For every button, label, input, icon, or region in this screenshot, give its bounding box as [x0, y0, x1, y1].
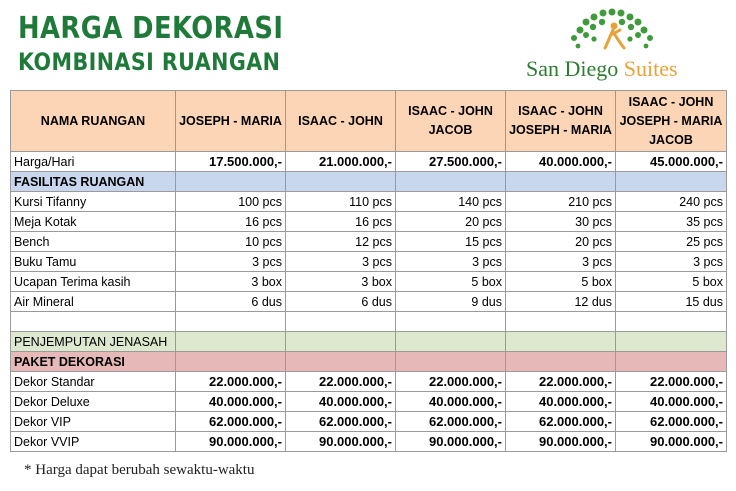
table-cell: 10 pcs	[176, 232, 286, 252]
table-cell: 20 pcs	[506, 232, 616, 252]
row-label: Dekor VIP	[11, 412, 176, 432]
table-cell: 6 dus	[176, 292, 286, 312]
table-row	[11, 372, 727, 392]
table-cell: 15 dus	[616, 292, 727, 312]
table-row	[11, 292, 727, 312]
table-cell: 12 pcs	[286, 232, 396, 252]
price-cell: 17.500.000,-	[176, 152, 286, 172]
row-label: Bench	[11, 232, 176, 252]
brand-main: San Diego	[526, 56, 624, 81]
table-row	[11, 252, 727, 272]
table-row	[11, 272, 727, 292]
table-cell: 16 pcs	[176, 212, 286, 232]
table-row	[11, 432, 727, 452]
table-cell: 22.000.000,-	[396, 372, 506, 392]
table-cell: 40.000.000,-	[616, 392, 727, 412]
header-col: JOSEPH - MARIA	[176, 91, 286, 152]
table-cell: 22.000.000,-	[176, 372, 286, 392]
price-table	[10, 90, 727, 452]
table-row	[11, 192, 727, 212]
title-line-2: KOMBINASI RUANGAN	[18, 48, 281, 76]
table-cell: 22.000.000,-	[286, 372, 396, 392]
table-cell: 15 pcs	[396, 232, 506, 252]
table-cell: 3 pcs	[616, 252, 727, 272]
section-label: PENJEMPUTAN JENASAH	[11, 332, 176, 352]
price-cell: 40.000.000,-	[506, 152, 616, 172]
row-label: Dekor Standar	[11, 372, 176, 392]
table-cell: 5 box	[396, 272, 506, 292]
table-cell: 3 pcs	[506, 252, 616, 272]
row-label: Kursi Tifanny	[11, 192, 176, 212]
table-cell: 140 pcs	[396, 192, 506, 212]
table-row	[11, 212, 727, 232]
row-label: Buku Tamu	[11, 252, 176, 272]
table-cell: 90.000.000,-	[176, 432, 286, 452]
table-cell: 210 pcs	[506, 192, 616, 212]
table-cell: 5 box	[506, 272, 616, 292]
row-label: Meja Kotak	[11, 212, 176, 232]
table-cell: 90.000.000,-	[616, 432, 727, 452]
header-col: ISAAC - JOHN	[286, 91, 396, 152]
brand-accent: Suites	[623, 56, 678, 81]
table-cell: 100 pcs	[176, 192, 286, 212]
price-note: * Harga dapat berubah sewaktu-waktu	[24, 462, 255, 478]
row-label: Air Mineral	[11, 292, 176, 312]
row-label: Harga/Hari	[11, 152, 176, 172]
table-cell: 62.000.000,-	[176, 412, 286, 432]
header-col: ISAAC - JOHN JOSEPH - MARIA JACOB	[616, 91, 727, 152]
table-cell: 3 pcs	[176, 252, 286, 272]
row-label: Ucapan Terima kasih	[11, 272, 176, 292]
table-row	[11, 232, 727, 252]
tree-icon	[564, 8, 659, 58]
table-cell: 9 dus	[396, 292, 506, 312]
table-cell: 62.000.000,-	[506, 412, 616, 432]
table-cell: 90.000.000,-	[506, 432, 616, 452]
empty-row	[11, 312, 727, 332]
page-title	[18, 11, 327, 76]
table-cell: 12 dus	[506, 292, 616, 312]
table-cell: 20 pcs	[396, 212, 506, 232]
price-row	[11, 152, 727, 172]
price-cell: 45.000.000,-	[616, 152, 727, 172]
section-package	[11, 352, 727, 372]
table-cell: 6 dus	[286, 292, 396, 312]
table-cell: 40.000.000,-	[396, 392, 506, 412]
table-cell: 90.000.000,-	[286, 432, 396, 452]
table-cell: 35 pcs	[616, 212, 727, 232]
header-row	[11, 91, 727, 152]
section-facilities	[11, 172, 727, 192]
price-cell: 21.000.000,-	[286, 152, 396, 172]
table-cell: 40.000.000,-	[176, 392, 286, 412]
table-cell: 3 pcs	[396, 252, 506, 272]
table-cell: 62.000.000,-	[616, 412, 727, 432]
table-cell: 22.000.000,-	[506, 372, 616, 392]
table-row	[11, 412, 727, 432]
brand-name	[526, 56, 678, 82]
table-cell: 62.000.000,-	[286, 412, 396, 432]
table-cell: 40.000.000,-	[286, 392, 396, 412]
header-col: ISAAC - JOHN JACOB	[396, 91, 506, 152]
table-cell: 16 pcs	[286, 212, 396, 232]
section-label: FASILITAS RUANGAN	[11, 172, 176, 192]
table-cell: 90.000.000,-	[396, 432, 506, 452]
section-pickup	[11, 332, 727, 352]
header-room-name: NAMA RUANGAN	[11, 91, 176, 152]
header-col: ISAAC - JOHN JOSEPH - MARIA	[506, 91, 616, 152]
table-cell: 3 box	[286, 272, 396, 292]
table-cell: 110 pcs	[286, 192, 396, 212]
san-diego-suites-logo	[526, 8, 696, 82]
row-label: Dekor Deluxe	[11, 392, 176, 412]
table-cell: 22.000.000,-	[616, 372, 727, 392]
table-row	[11, 392, 727, 412]
price-cell: 27.500.000,-	[396, 152, 506, 172]
table-cell: 40.000.000,-	[506, 392, 616, 412]
table-cell: 25 pcs	[616, 232, 727, 252]
row-label: Dekor VVIP	[11, 432, 176, 452]
table-cell: 3 box	[176, 272, 286, 292]
table-cell: 240 pcs	[616, 192, 727, 212]
section-label: PAKET DEKORASI	[11, 352, 176, 372]
table-cell: 30 pcs	[506, 212, 616, 232]
table-cell: 62.000.000,-	[396, 412, 506, 432]
title-line-1: HARGA DEKORASI	[18, 11, 284, 46]
table-cell: 5 box	[616, 272, 727, 292]
table-cell: 3 pcs	[286, 252, 396, 272]
